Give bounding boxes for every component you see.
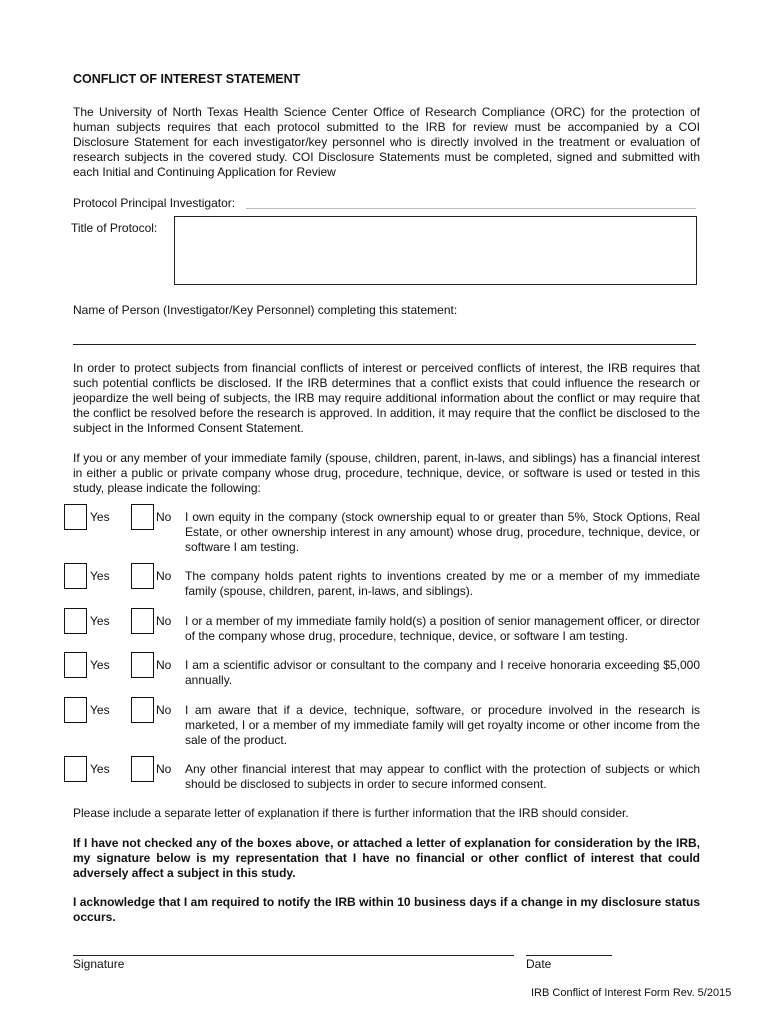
yes-label: Yes (90, 569, 110, 583)
date-label: Date (526, 957, 552, 971)
no-label: No (156, 614, 172, 628)
no-label: No (156, 569, 172, 583)
family-paragraph: If you or any member of your immediate family (spouse, children, parent, in-laws, and siblings) has a financial interest in either a public or private company whose drug, procedure, technique, device, or software is used or tested in this study, please indicate the following: (73, 451, 700, 495)
person-label: Name of Person (Investigator/Key Personnel) completing this statement: (73, 303, 458, 317)
signature-label: Signature (73, 957, 125, 971)
protocol-title-value[interactable] (175, 217, 696, 223)
yes-checkbox[interactable] (64, 504, 87, 530)
yes-checkbox[interactable] (64, 608, 87, 634)
no-checkbox[interactable] (131, 504, 154, 530)
question-text: I own equity in the company (stock ownership equal to or greater than 5%, Stock Options, Real Estate, or other ownership interest in any amount) whose drug, procedure, technique, device, or software I am testing. (185, 510, 700, 554)
yes-label: Yes (90, 658, 110, 672)
yes-label: Yes (90, 762, 110, 776)
form-footer: IRB Conflict of Interest Form Rev. 5/2015 (531, 987, 732, 999)
acknowledge-statement: I acknowledge that I am required to notify the IRB within 10 business days if a change in my disclosure status occurs. (73, 895, 700, 924)
letter-note: Please include a separate letter of explanation if there is further information that the IRB should consider. (73, 806, 629, 820)
intro-paragraph: The University of North Texas Health Science Center Office of Research Compliance (ORC) for the protection of human subjects requires that each protocol submitted to the IRB for review must be accompanied by a COI Disclosure Statement for each investigator/key personnel who is directly involved in the treatment or evaluation of research subjects in the covered study. COI Disclosure Statements must be completed, signed and submitted with each Initial and Continuing Application for Review (73, 105, 700, 179)
protocol-title-input[interactable] (174, 216, 697, 285)
signature-line[interactable] (73, 955, 514, 956)
question-text: The company holds patent rights to inventions created by me or a member of my immediate family (spouse, children, parent, in-laws, and siblings). (185, 569, 700, 598)
no-label: No (156, 510, 172, 524)
no-checkbox[interactable] (131, 563, 154, 589)
yes-label: Yes (90, 510, 110, 524)
explanation-paragraph: In order to protect subjects from financial conflicts of interest or perceived conflicts of interest, the IRB requires that such potential conflicts be disclosed. If the IRB determines that a conflict exists that could influence the research or jeopardize the well being of subjects, the IRB may require additional information about the conflict or may require that the conflict be resolved before the research is approved. In addition, it may require that the conflict be disclosed to the subject in the Informed Consent Statement. (73, 361, 700, 435)
no-label: No (156, 658, 172, 672)
yes-checkbox[interactable] (64, 652, 87, 678)
pi-input-line[interactable] (246, 208, 696, 209)
question-text: I or a member of my immediate family hold(s) a position of senior management officer, or director of the company whose drug, procedure, technique, device, or software I am testing. (185, 614, 700, 643)
no-checkbox[interactable] (131, 697, 154, 723)
representation-statement: If I have not checked any of the boxes above, or attached a letter of explanation for consideration by the IRB, my signature below is my representation that I have no financial or other conflict of interest that could adversely affect a subject in this study. (73, 836, 700, 880)
no-label: No (156, 762, 172, 776)
protocol-title-label: Title of Protocol: (71, 221, 158, 235)
date-line[interactable] (526, 955, 612, 956)
yes-label: Yes (90, 614, 110, 628)
no-checkbox[interactable] (131, 608, 154, 634)
question-text: I am a scientific advisor or consultant to the company and I receive honoraria exceeding $5,000 annually. (185, 658, 700, 687)
yes-checkbox[interactable] (64, 697, 87, 723)
question-text: I am aware that if a device, technique, software, or procedure involved in the research is marketed, I or a member of my immediate family will get royalty income or other income from the sale of the product. (185, 703, 700, 747)
yes-label: Yes (90, 703, 110, 717)
yes-checkbox[interactable] (64, 756, 87, 782)
pi-label: Protocol Principal Investigator: (73, 196, 236, 210)
form-title: CONFLICT OF INTEREST STATEMENT (73, 72, 301, 86)
yes-checkbox[interactable] (64, 563, 87, 589)
person-input-line[interactable] (73, 344, 696, 345)
no-checkbox[interactable] (131, 652, 154, 678)
question-text: Any other financial interest that may appear to conflict with the protection of subjects or which should be disclosed to subjects in order to secure informed consent. (185, 762, 700, 791)
no-checkbox[interactable] (131, 756, 154, 782)
no-label: No (156, 703, 172, 717)
